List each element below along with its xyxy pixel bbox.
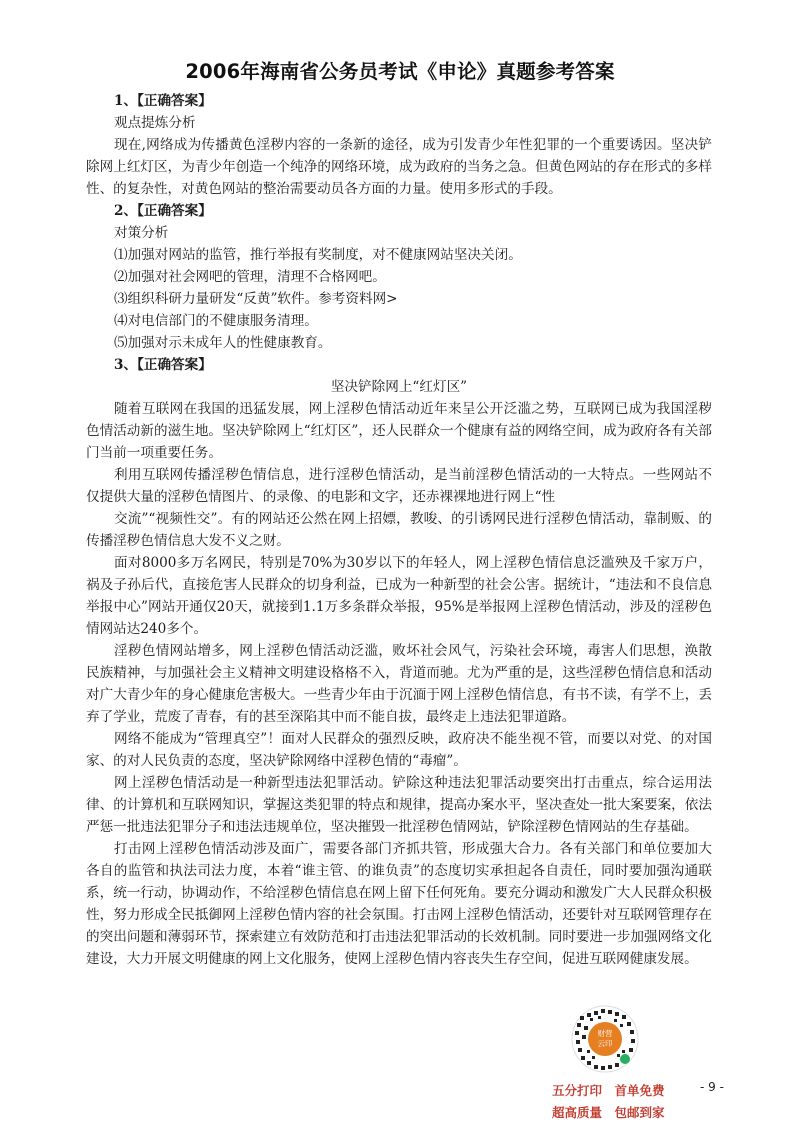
- essay-title: 坚决铲除网上“红灯区”: [330, 379, 468, 395]
- measure-item: ⑴加强对网站的监管，推行举报有奖制度，对不健康网站坚决关闭。: [114, 247, 522, 263]
- qr-corner-icon: [620, 1054, 630, 1064]
- essay-paragraph: 随着互联网在我国的迅猛发展，网上淫秽色情活动近年来呈公开泛滥之势，互联网已成为我国淫秽色情活动新的滋生地。坚决铲除网上“红灯区”，还人民群众一个健康有益的网络空间，成为政府各有关部门当前一项重要任务。: [86, 401, 712, 461]
- promo-line-1: 五分打印 首单免费: [552, 1083, 665, 1098]
- essay-paragraph: 网络不能成为“管理真空”！面对人民群众的强烈反映，政府决不能坐视不管，而要以对党、的对国家、的对人民负责的态度，坚决铲除网络中淫秽色情的“毒瘤”。: [86, 731, 712, 769]
- essay-paragraph: 交流”“视频性交”。有的网站还公然在网上招嫖，教唆、的引诱网民进行淫秽色情活动，靠制贩、的传播淫秽色情信息大发不义之财。: [86, 511, 712, 549]
- measure-item: ⑷对电信部门的不健康服务清理。: [114, 313, 318, 329]
- promo-line-2: 超高质量 包邮到家: [552, 1105, 665, 1120]
- measure-item: ⑵加强对社会网吧的管理，清理不合格网吧。: [114, 269, 386, 285]
- essay-paragraph: 网上淫秽色情活动是一种新型违法犯罪活动。铲除这种违法犯罪活动要突出打击重点，综合运用法律、的计算机和互联网知识，掌握这类犯罪的特点和规律，提高办案水平，坚决查处一批大案要案，依法严惩一批违法犯罪分子和违法违规单位，坚决摧毁一批淫秽色情网站，铲除淫秽色情网站的生存基础。: [86, 775, 712, 835]
- essay-paragraph: 面对8000多万名网民，特别是70%为30岁以下的年轻人，网上淫秽色情信息泛滥殃及千家万户，祸及子孙后代，直接危害人民群众的切身利益，已成为一种新型的社会公害。据统计，“违法和不良信息举报中心”网站开通仅20天，就接到1.1万多条群众举报，95%是举报网上淫秽色情活动，涉及的淫秽色情网站达240多个。: [86, 555, 712, 637]
- essay-paragraph: 打击网上淫秽色情活动涉及面广，需要各部门齐抓共管，形成强大合力。各有关部门和单位要加大各自的监管和执法司法力度，本着“谁主管、的谁负责”的态度切实承担起各自责任，同时要加强沟通联系，统一行动，协调动作，不给淫秽色情信息在网上留下任何死角。要充分调动和激发广大人民群众积极性，努力形成全民抵御网上淫秽色情内容的社会氛围。打击网上淫秽色情活动，还要针对互联网管理存在的突出问题和薄弱环节，探索建立有效防范和打击违法犯罪活动的长效机制。同时要进一步加强网络文化建设，大力开展文明健康的网上文化服务，使网上淫秽色情内容丧失生存空间，促进互联网健康发展。: [86, 841, 712, 967]
- qr-badge-line2: 云印: [597, 1039, 613, 1048]
- essay-paragraph: 利用互联网传播淫秽色情信息，进行淫秽色情活动，是当前淫秽色情活动的一大特点。一些网站不仅提供大量的淫秽色情图片、的录像、的电影和文字，还赤裸裸地进行网上“性: [86, 467, 712, 505]
- section-3-heading: 3、【正确答案】: [114, 357, 212, 373]
- section-2-subtitle: 对策分析: [114, 225, 169, 241]
- page-title: 2006年海南省公务员考试《申论》真题参考答案: [185, 60, 615, 83]
- promo-block: [552, 1080, 712, 1124]
- section-2-heading: 2、【正确答案】: [114, 203, 212, 219]
- measure-item: ⑸加强对示未成年人的性健康教育。: [114, 335, 332, 351]
- document-body: [86, 90, 712, 970]
- measure-item: ⑶组织科研力量研发“反黄”软件。参考资料网>: [114, 291, 398, 307]
- qr-badge-line1: 财营: [597, 1029, 613, 1038]
- section-1-subtitle: 观点提炼分析: [114, 115, 196, 131]
- section-1-heading: 1、【正确答案】: [114, 93, 212, 109]
- section-1-paragraph: 现在,网络成为传播黄色淫秽内容的一条新的途径，成为引发青少年性犯罪的一个重要诱因。坚决铲除网上红灯区，为青少年创造一个纯净的网络环境，成为政府的当务之急。但黄色网站的存在形式的多样性、的复杂性，对黄色网站的整治需要动员各方面的力量。使用多形式的手段。: [86, 137, 712, 197]
- page-number: - 9 -: [700, 1080, 724, 1094]
- qr-code[interactable]: [570, 1004, 640, 1074]
- essay-paragraph: 淫秽色情网站增多，网上淫秽色情活动泛滥，败坏社会风气，污染社会环境，毒害人们思想，涣散民族精神，与加强社会主义精神文明建设格格不入，背道而驰。尤为严重的是，这些淫秽色情信息和活动对广大青少年的身心健康危害极大。一些青少年由于沉湎于网上淫秽色情信息，有书不读，有学不上，丢弃了学业，荒废了青春，有的甚至深陷其中而不能自拔，最终走上违法犯罪道路。: [86, 643, 712, 725]
